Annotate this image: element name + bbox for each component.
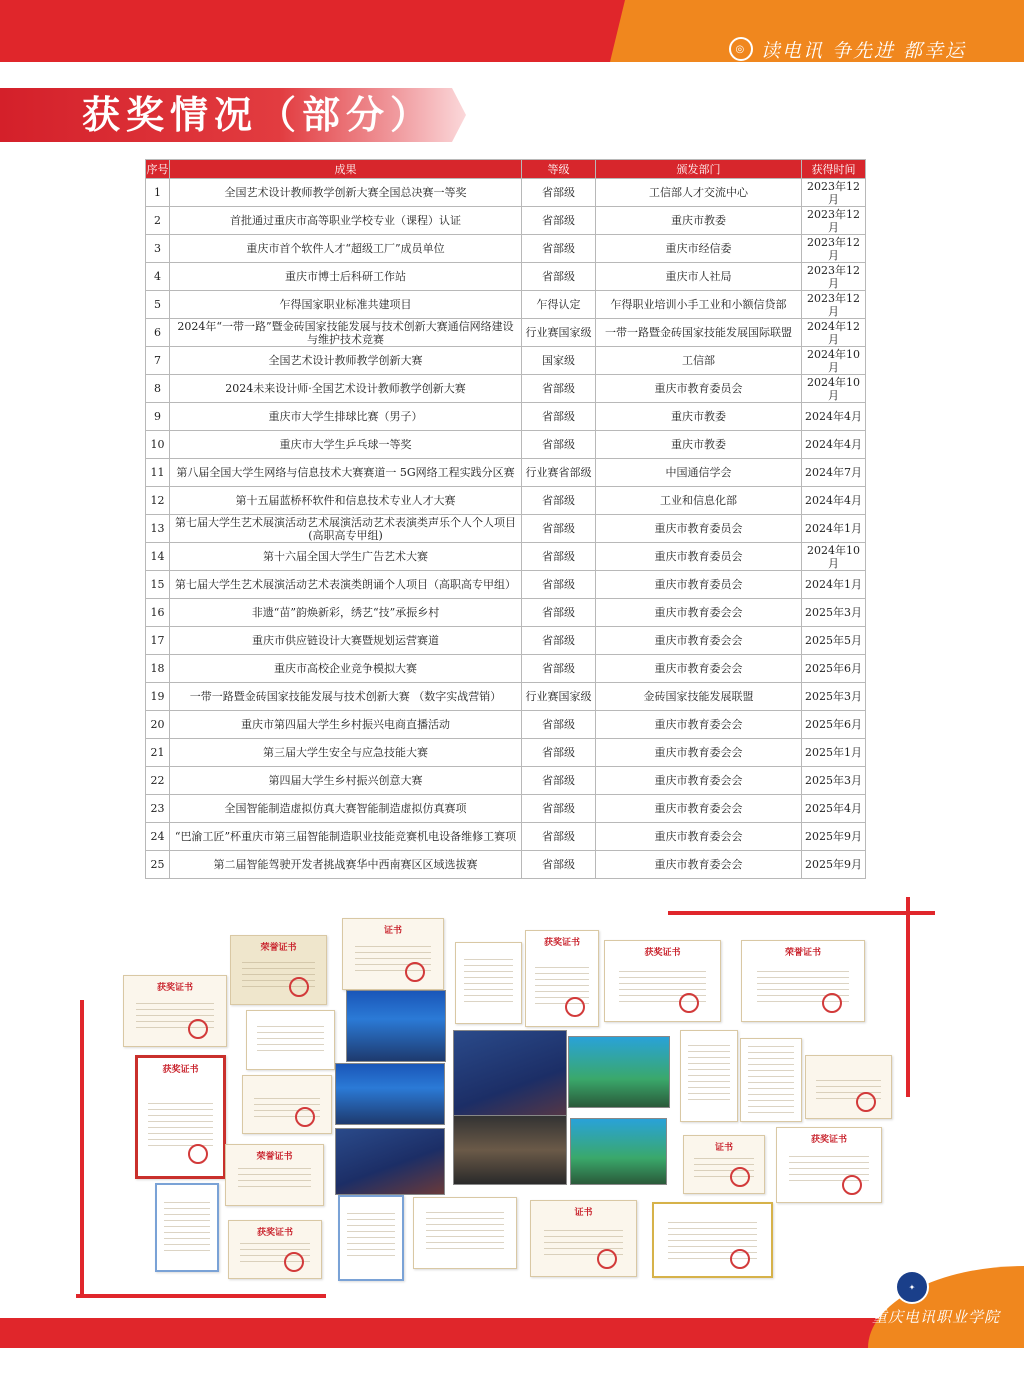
column-header: 序号 — [146, 160, 170, 179]
row-number: 21 — [146, 739, 170, 767]
achievement: 重庆市第四届大学生乡村振兴电商直播活动 — [170, 711, 522, 739]
issuing-department: 重庆市教育委会会 — [596, 795, 802, 823]
certificate-image: 获奖证书 — [228, 1220, 322, 1279]
table-row — [146, 739, 866, 767]
event-photo — [568, 1036, 670, 1108]
achievement: 重庆市高校企业竞争模拟大赛 — [170, 655, 522, 683]
certificate-image — [680, 1030, 738, 1122]
slogan-text: 读电讯 争先进 都幸运 — [760, 39, 966, 62]
table-row — [146, 263, 866, 291]
row-number: 14 — [146, 543, 170, 571]
row-number: 20 — [146, 711, 170, 739]
certificate-image: 证书 — [683, 1135, 765, 1194]
row-number: 19 — [146, 683, 170, 711]
certificate-image — [155, 1183, 219, 1272]
certificate-image — [740, 1038, 802, 1122]
level: 行业赛省部级 — [522, 459, 596, 487]
table-row — [146, 655, 866, 683]
table-header-row — [146, 160, 866, 179]
collage-deco-line-left — [80, 1000, 84, 1296]
table-row — [146, 823, 866, 851]
achievement: 非遗“苗”韵焕新彩，绣艺“技”承振乡村 — [170, 599, 522, 627]
certificate-image — [246, 1010, 335, 1070]
certificate-image: 获奖证书 — [123, 975, 227, 1047]
table-row — [146, 599, 866, 627]
certificate-image: 获奖证书 — [135, 1055, 226, 1179]
award-date: 2025年5月 — [802, 627, 866, 655]
school-logo-icon: ◎ — [729, 37, 753, 61]
level: 省部级 — [522, 431, 596, 459]
certificate-image — [413, 1197, 517, 1269]
certificate-image: 证书 — [342, 918, 444, 990]
issuing-department: 乍得职业培训小手工业和小额信贷部 — [596, 291, 802, 319]
achievement: 2024年“一带一路”暨金砖国家技能发展与技术创新大赛通信网络建设与维护技术竞赛 — [170, 319, 522, 347]
achievement: “巴渝工匠”杯重庆市第三届智能制造职业技能竞赛机电设备维修工赛项 — [170, 823, 522, 851]
level: 省部级 — [522, 207, 596, 235]
collage-deco-line-top — [668, 911, 935, 915]
level: 省部级 — [522, 655, 596, 683]
achievement: 第七届大学生艺术展演活动艺术展演活动艺术表演类声乐个人个人项目(高职高专甲组) — [170, 515, 522, 543]
issuing-department: 重庆市教育委员会 — [596, 375, 802, 403]
achievement: 首批通过重庆市高等职业学校专业（课程）认证 — [170, 207, 522, 235]
achievement: 第十五届蓝桥杯软件和信息技术专业人才大赛 — [170, 487, 522, 515]
issuing-department: 重庆市教委 — [596, 431, 802, 459]
row-number: 9 — [146, 403, 170, 431]
level: 省部级 — [522, 599, 596, 627]
table-row — [146, 795, 866, 823]
event-photo — [570, 1118, 667, 1185]
table-row — [146, 319, 866, 347]
table-row — [146, 767, 866, 795]
event-photo — [346, 990, 446, 1062]
level: 省部级 — [522, 739, 596, 767]
achievement: 2024未来设计师·全国艺术设计教师教学创新大赛 — [170, 375, 522, 403]
award-date: 2025年3月 — [802, 767, 866, 795]
award-date: 2025年4月 — [802, 795, 866, 823]
issuing-department: 重庆市教育委会会 — [596, 739, 802, 767]
achievement: 第十六届全国大学生广告艺术大赛 — [170, 543, 522, 571]
row-number: 25 — [146, 851, 170, 879]
row-number: 4 — [146, 263, 170, 291]
issuing-department: 重庆市教育委员会 — [596, 515, 802, 543]
issuing-department: 重庆市教育委会会 — [596, 711, 802, 739]
certificate-image — [455, 942, 522, 1024]
table-row — [146, 487, 866, 515]
event-photo — [453, 1115, 567, 1185]
achievement: 全国艺术设计教师教学创新大赛全国总决赛一等奖 — [170, 179, 522, 207]
event-photo — [335, 1128, 445, 1195]
column-header: 等级 — [522, 160, 596, 179]
row-number: 1 — [146, 179, 170, 207]
award-date: 2024年10月 — [802, 347, 866, 375]
row-number: 3 — [146, 235, 170, 263]
row-number: 24 — [146, 823, 170, 851]
table-row — [146, 291, 866, 319]
award-date: 2024年12月 — [802, 319, 866, 347]
level: 省部级 — [522, 403, 596, 431]
issuing-department: 重庆市教育委会会 — [596, 823, 802, 851]
achievement: 第八届全国大学生网络与信息技术大赛赛道一 5G网络工程实践分区赛 — [170, 459, 522, 487]
certificate-image: 荣誉证书 — [230, 935, 327, 1005]
award-date: 2025年9月 — [802, 823, 866, 851]
issuing-department: 工信部 — [596, 347, 802, 375]
achievement: 第三届大学生安全与应急技能大赛 — [170, 739, 522, 767]
certificate-image: 获奖证书 — [525, 930, 599, 1027]
row-number: 7 — [146, 347, 170, 375]
certificate-image: 获奖证书 — [604, 940, 721, 1022]
table-row — [146, 571, 866, 599]
header-red-band — [0, 0, 625, 62]
event-photo — [335, 1063, 445, 1125]
row-number: 8 — [146, 375, 170, 403]
row-number: 22 — [146, 767, 170, 795]
table-row — [146, 627, 866, 655]
issuing-department: 重庆市教委 — [596, 403, 802, 431]
certificate-image: 证书 — [530, 1200, 637, 1277]
issuing-department: 重庆市教委 — [596, 207, 802, 235]
column-header: 成果 — [170, 160, 522, 179]
award-date: 2023年12月 — [802, 179, 866, 207]
achievement: 重庆市大学生乒乓球一等奖 — [170, 431, 522, 459]
achievement: 第七届大学生艺术展演活动艺术表演类朗诵个人项目（高职高专甲组） — [170, 571, 522, 599]
issuing-department: 重庆市经信委 — [596, 235, 802, 263]
certificate-image — [338, 1195, 404, 1281]
row-number: 16 — [146, 599, 170, 627]
table-row — [146, 431, 866, 459]
award-date: 2025年9月 — [802, 851, 866, 879]
level: 行业赛国家级 — [522, 319, 596, 347]
achievement: 重庆市首个软件人才“超级工厂”成员单位 — [170, 235, 522, 263]
table-row — [146, 459, 866, 487]
issuing-department: 工业和信息化部 — [596, 487, 802, 515]
table-body — [146, 179, 866, 879]
table-row — [146, 207, 866, 235]
certificate-image — [242, 1075, 332, 1134]
achievement: 一带一路暨金砖国家技能发展与技术创新大赛 （数字实战营销） — [170, 683, 522, 711]
award-date: 2024年4月 — [802, 431, 866, 459]
table-row — [146, 683, 866, 711]
issuing-department: 金砖国家技能发展联盟 — [596, 683, 802, 711]
issuing-department: 重庆市教育委会会 — [596, 655, 802, 683]
achievement: 第四届大学生乡村振兴创意大赛 — [170, 767, 522, 795]
table-row — [146, 403, 866, 431]
level: 省部级 — [522, 823, 596, 851]
header-slogan — [729, 36, 966, 62]
level: 省部级 — [522, 795, 596, 823]
collage-deco-line-bottom — [76, 1294, 326, 1298]
certificate-image — [652, 1202, 773, 1278]
award-date: 2025年1月 — [802, 739, 866, 767]
level: 乍得认定 — [522, 291, 596, 319]
certificate-image: 荣誉证书 — [741, 940, 865, 1022]
achievement: 第二届智能驾驶开发者挑战赛华中西南赛区区域选拔赛 — [170, 851, 522, 879]
row-number: 11 — [146, 459, 170, 487]
level: 省部级 — [522, 263, 596, 291]
level: 省部级 — [522, 627, 596, 655]
achievement: 乍得国家职业标准共建项目 — [170, 291, 522, 319]
row-number: 17 — [146, 627, 170, 655]
issuing-department: 重庆市教育委会会 — [596, 627, 802, 655]
level: 省部级 — [522, 487, 596, 515]
achievement: 重庆市供应链设计大赛暨规划运营赛道 — [170, 627, 522, 655]
row-number: 15 — [146, 571, 170, 599]
issuing-department: 重庆市教育委会会 — [596, 599, 802, 627]
level: 省部级 — [522, 375, 596, 403]
issuing-department: 重庆市人社局 — [596, 263, 802, 291]
page-title: 获奖情况（部分） — [82, 92, 435, 137]
row-number: 12 — [146, 487, 170, 515]
row-number: 2 — [146, 207, 170, 235]
award-date: 2024年7月 — [802, 459, 866, 487]
row-number: 18 — [146, 655, 170, 683]
issuing-department: 一带一路暨金砖国家技能发展国际联盟 — [596, 319, 802, 347]
table-row — [146, 179, 866, 207]
level: 省部级 — [522, 235, 596, 263]
level: 国家级 — [522, 347, 596, 375]
level: 省部级 — [522, 571, 596, 599]
row-number: 23 — [146, 795, 170, 823]
table-row — [146, 347, 866, 375]
certificate-image: 获奖证书 — [776, 1127, 882, 1203]
row-number: 10 — [146, 431, 170, 459]
table-row — [146, 851, 866, 879]
award-date: 2023年12月 — [802, 207, 866, 235]
table-row — [146, 515, 866, 543]
achievement: 全国智能制造虚拟仿真大赛智能制造虚拟仿真赛项 — [170, 795, 522, 823]
issuing-department: 中国通信学会 — [596, 459, 802, 487]
achievement: 重庆市大学生排球比赛（男子） — [170, 403, 522, 431]
issuing-department: 重庆市教育委会会 — [596, 851, 802, 879]
award-date: 2024年1月 — [802, 515, 866, 543]
level: 省部级 — [522, 711, 596, 739]
collage-deco-line-right — [906, 897, 910, 1097]
award-date: 2023年12月 — [802, 263, 866, 291]
row-number: 5 — [146, 291, 170, 319]
award-date: 2024年10月 — [802, 543, 866, 571]
award-date: 2025年6月 — [802, 711, 866, 739]
level: 省部级 — [522, 851, 596, 879]
table-row — [146, 375, 866, 403]
issuing-department: 重庆市教育委员会 — [596, 571, 802, 599]
column-header: 获得时间 — [802, 160, 866, 179]
award-date: 2025年3月 — [802, 599, 866, 627]
award-date: 2025年3月 — [802, 683, 866, 711]
table-row — [146, 235, 866, 263]
certificate-image — [805, 1055, 892, 1119]
level: 行业赛国家级 — [522, 683, 596, 711]
school-name: 重庆电讯职业学院 — [872, 1308, 1001, 1326]
table-row — [146, 543, 866, 571]
school-emblem-icon: ✦ — [895, 1270, 929, 1304]
level: 省部级 — [522, 179, 596, 207]
award-date: 2024年10月 — [802, 375, 866, 403]
column-header: 颁发部门 — [596, 160, 802, 179]
award-date: 2025年6月 — [802, 655, 866, 683]
table-row — [146, 711, 866, 739]
certificate-image: 荣誉证书 — [225, 1144, 324, 1206]
level: 省部级 — [522, 515, 596, 543]
level: 省部级 — [522, 543, 596, 571]
issuing-department: 工信部人才交流中心 — [596, 179, 802, 207]
row-number: 13 — [146, 515, 170, 543]
issuing-department: 重庆市教育委员会 — [596, 543, 802, 571]
level: 省部级 — [522, 767, 596, 795]
awards-table — [145, 159, 866, 879]
achievement: 全国艺术设计教师教学创新大赛 — [170, 347, 522, 375]
award-date: 2023年12月 — [802, 235, 866, 263]
row-number: 6 — [146, 319, 170, 347]
award-date: 2023年12月 — [802, 291, 866, 319]
award-date: 2024年4月 — [802, 487, 866, 515]
achievement: 重庆市博士后科研工作站 — [170, 263, 522, 291]
issuing-department: 重庆市教育委会会 — [596, 767, 802, 795]
award-date: 2024年1月 — [802, 571, 866, 599]
award-date: 2024年4月 — [802, 403, 866, 431]
